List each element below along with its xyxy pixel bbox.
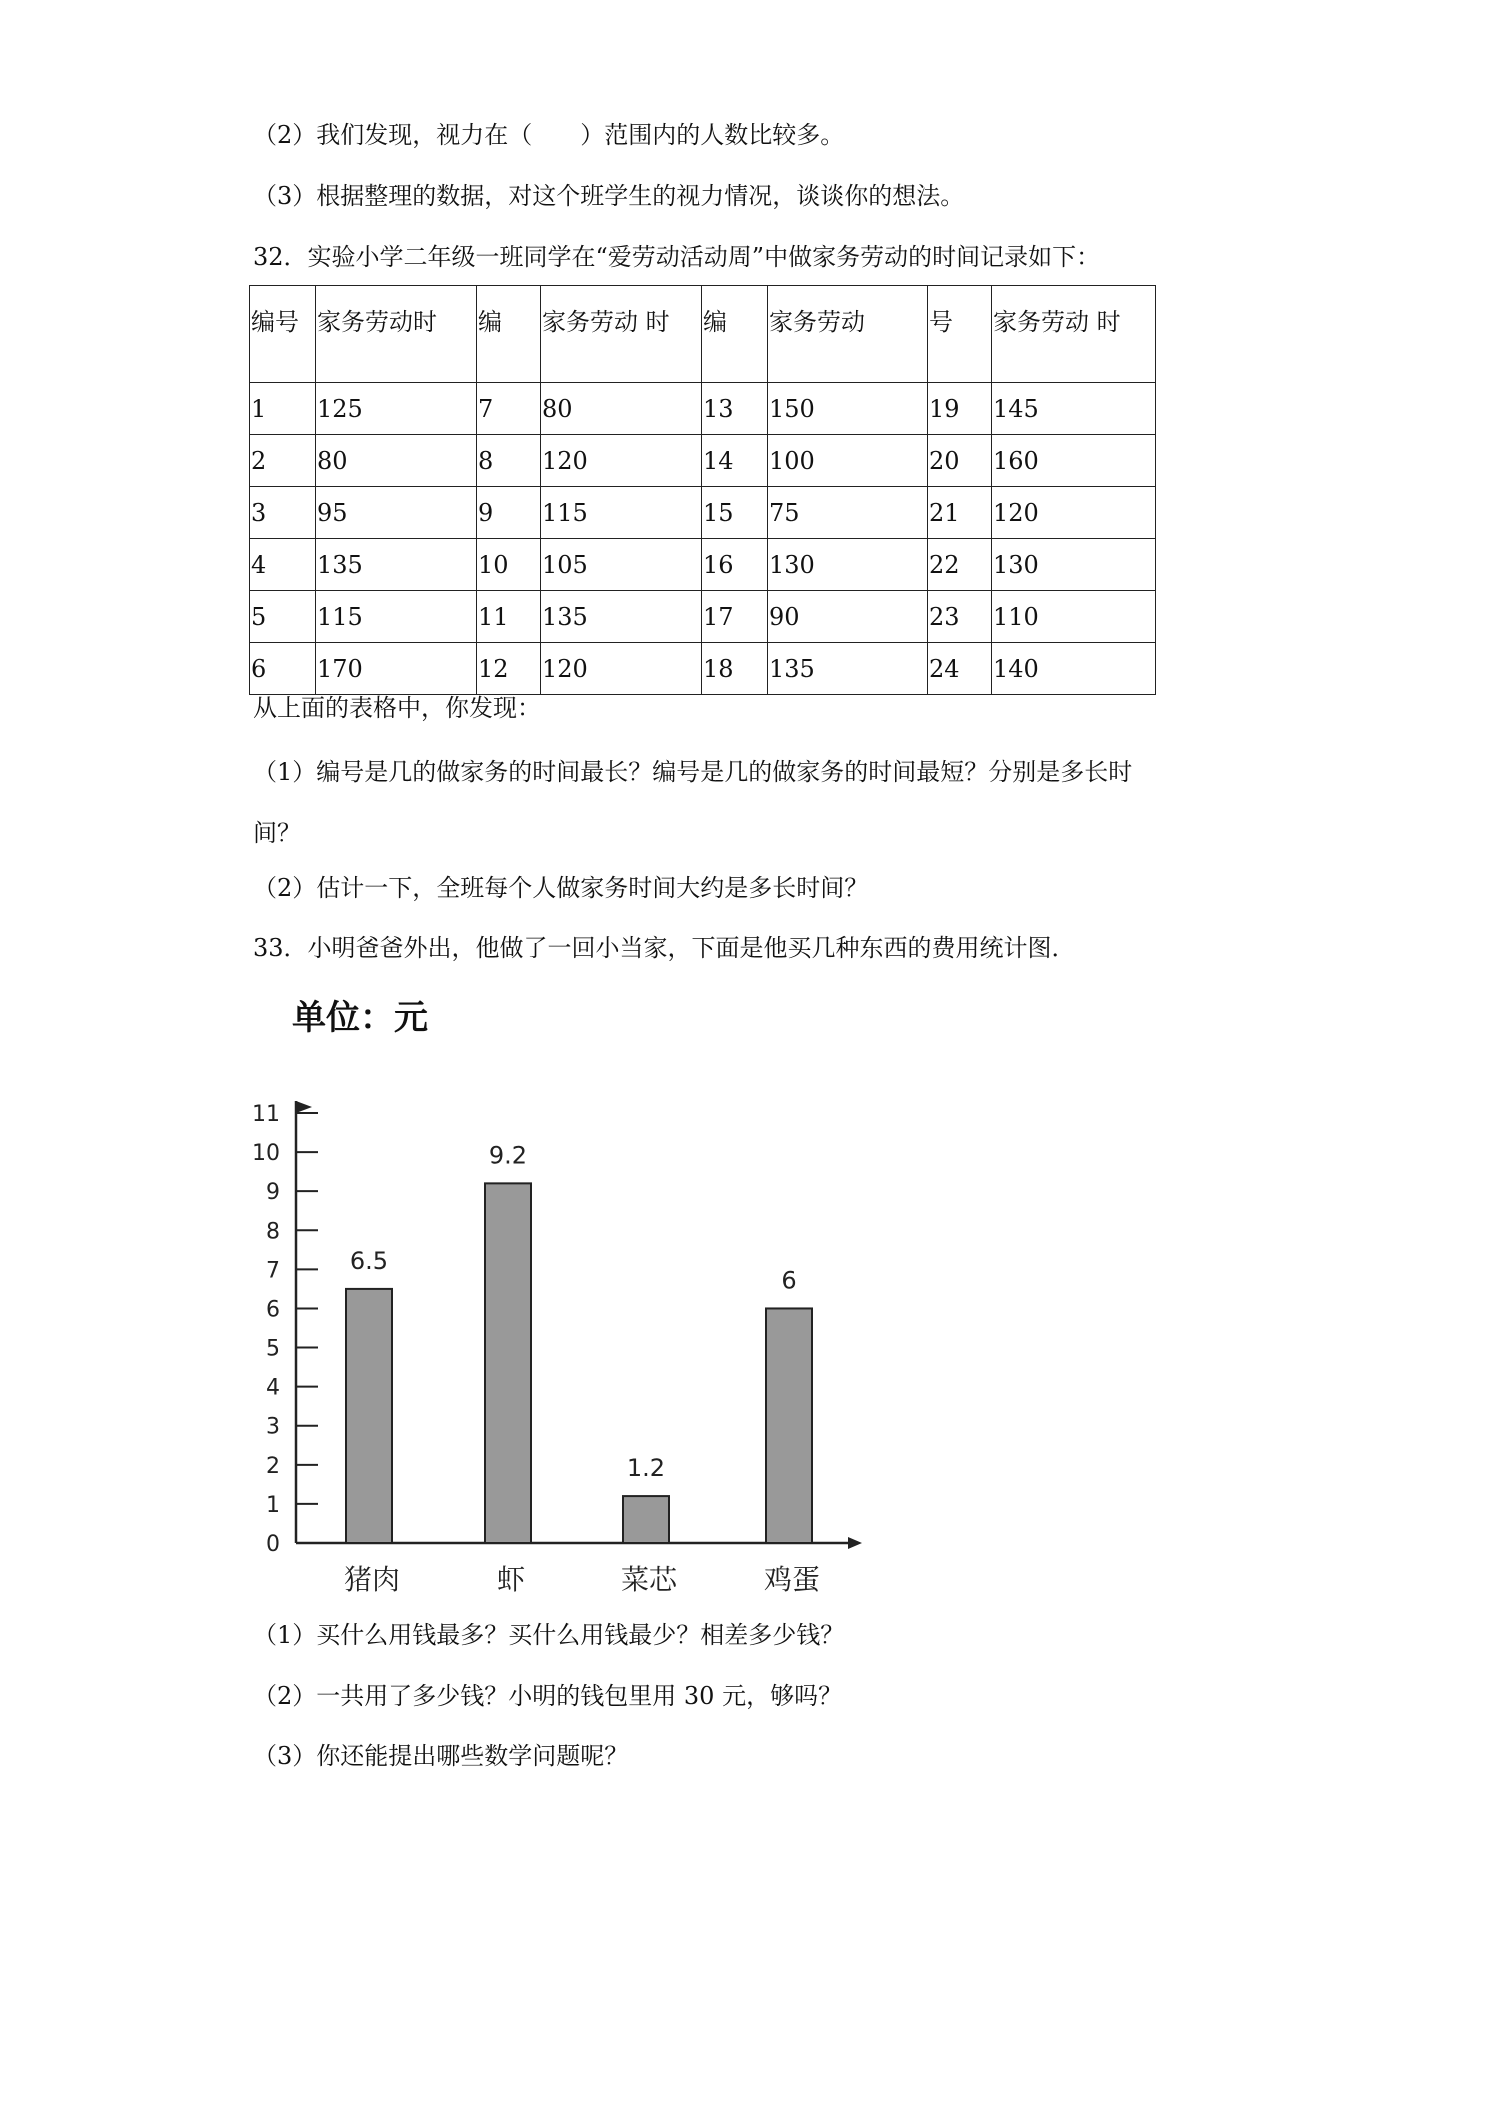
x-category-label: 猪肉 xyxy=(343,1563,401,1596)
q33-part2: （2）一共用了多少钱？小明的钱包里用 30 元，够吗？ xyxy=(253,1682,843,1710)
table-cell: 10 xyxy=(477,539,541,591)
table-cell: 2 xyxy=(250,435,316,487)
table-cell: 7 xyxy=(477,383,541,435)
y-tick-label: 4 xyxy=(266,1375,280,1401)
y-tick-label: 0 xyxy=(266,1532,280,1557)
y-tick-label: 2 xyxy=(266,1453,280,1479)
q32-part1b: 间？ xyxy=(253,819,301,847)
expense-bar-chart xyxy=(250,985,870,1605)
table-cell: 80 xyxy=(316,435,477,487)
table-cell: 140 xyxy=(992,643,1156,695)
table-cell: 120 xyxy=(541,435,702,487)
table-row xyxy=(250,643,1156,695)
bar xyxy=(766,1308,812,1543)
table-header-cell: 家务劳动 时 xyxy=(992,286,1156,383)
bar-value-label: 9.2 xyxy=(488,1141,528,1170)
table-cell: 75 xyxy=(768,487,928,539)
table-cell: 20 xyxy=(928,435,992,487)
table-cell: 3 xyxy=(250,487,316,539)
q33-part3: （3）你还能提出哪些数学问题呢？ xyxy=(253,1742,629,1770)
x-category-label: 虾 xyxy=(496,1563,526,1596)
table-header-cell: 编号 xyxy=(250,286,316,383)
table-cell: 150 xyxy=(768,383,928,435)
table-row xyxy=(250,487,1156,539)
table-header-cell: 编 xyxy=(702,286,768,383)
table-cell: 135 xyxy=(316,539,477,591)
table-cell: 135 xyxy=(768,643,928,695)
table-header-cell: 家务劳动时 xyxy=(316,286,477,383)
q33-intro: 33．小明爸爸外出，他做了一回小当家，下面是他买几种东西的费用统计图． xyxy=(253,934,1076,962)
table-cell: 95 xyxy=(316,487,477,539)
q32-after: 从上面的表格中，你发现： xyxy=(253,694,541,722)
table-cell: 100 xyxy=(768,435,928,487)
bar xyxy=(346,1289,392,1543)
x-category-label: 菜芯 xyxy=(620,1563,678,1596)
y-tick-label: 6 xyxy=(266,1297,280,1323)
table-cell: 18 xyxy=(702,643,768,695)
table-cell: 16 xyxy=(702,539,768,591)
table-cell: 135 xyxy=(541,591,702,643)
table-row xyxy=(250,435,1156,487)
bar xyxy=(485,1183,531,1543)
table-row xyxy=(250,539,1156,591)
table-cell: 9 xyxy=(477,487,541,539)
y-tick-label: 10 xyxy=(252,1141,280,1167)
table-cell: 19 xyxy=(928,383,992,435)
table-row xyxy=(250,383,1156,435)
bar-value-label: 6 xyxy=(781,1266,797,1295)
table-cell: 130 xyxy=(992,539,1156,591)
y-tick-label: 11 xyxy=(252,1102,280,1127)
y-tick-label: 3 xyxy=(266,1414,280,1440)
table-header-cell: 家务劳动 xyxy=(768,286,928,383)
table-cell: 115 xyxy=(541,487,702,539)
table-cell: 125 xyxy=(316,383,477,435)
y-tick-label: 8 xyxy=(266,1219,280,1245)
table-cell: 160 xyxy=(992,435,1156,487)
table-header-cell: 号 xyxy=(928,286,992,383)
q31-part2: （2）我们发现，视力在（ ）范围内的人数比较多。 xyxy=(253,121,845,149)
bar-value-label: 1.2 xyxy=(626,1454,666,1483)
table-cell: 23 xyxy=(928,591,992,643)
table-cell: 15 xyxy=(702,487,768,539)
q33-part1: （1）买什么用钱最多？买什么用钱最少？相差多少钱？ xyxy=(253,1621,845,1649)
table-header-row xyxy=(250,286,1156,383)
y-tick-label: 7 xyxy=(266,1258,280,1284)
y-tick-label: 9 xyxy=(266,1180,280,1206)
table-cell: 17 xyxy=(702,591,768,643)
table-cell: 115 xyxy=(316,591,477,643)
table-cell: 5 xyxy=(250,591,316,643)
table-cell: 120 xyxy=(992,487,1156,539)
table-cell: 110 xyxy=(992,591,1156,643)
x-category-label: 鸡蛋 xyxy=(763,1563,821,1596)
bar-value-label: 6.5 xyxy=(349,1246,389,1275)
chart-unit-title: 单位：元 xyxy=(292,998,428,1038)
table-cell: 4 xyxy=(250,539,316,591)
table-cell: 11 xyxy=(477,591,541,643)
table-cell: 130 xyxy=(768,539,928,591)
x-axis-arrow-icon xyxy=(848,1537,862,1549)
chore-time-table xyxy=(249,285,1156,695)
table-cell: 170 xyxy=(316,643,477,695)
q32-part2: （2）估计一下，全班每个人做家务时间大约是多长时间？ xyxy=(253,874,869,902)
y-tick-label: 5 xyxy=(266,1336,280,1362)
table-cell: 1 xyxy=(250,383,316,435)
table-cell: 120 xyxy=(541,643,702,695)
table-cell: 12 xyxy=(477,643,541,695)
table-header-cell: 编 xyxy=(477,286,541,383)
table-header-cell: 家务劳动 时 xyxy=(541,286,702,383)
table-cell: 80 xyxy=(541,383,702,435)
table-cell: 145 xyxy=(992,383,1156,435)
q32-part1a: （1）编号是几的做家务的时间最长？编号是几的做家务的时间最短？分别是多长时 xyxy=(253,758,1133,786)
table-cell: 6 xyxy=(250,643,316,695)
table-cell: 105 xyxy=(541,539,702,591)
y-tick-label: 1 xyxy=(266,1492,280,1518)
bar xyxy=(623,1496,669,1543)
table-cell: 21 xyxy=(928,487,992,539)
table-cell: 24 xyxy=(928,643,992,695)
table-cell: 14 xyxy=(702,435,768,487)
q32-intro: 32．实验小学二年级一班同学在“爱劳动活动周”中做家务劳动的时间记录如下： xyxy=(253,243,1101,271)
table-cell: 90 xyxy=(768,591,928,643)
table-cell: 13 xyxy=(702,383,768,435)
y-axis-arrow-icon xyxy=(296,1101,312,1113)
table-cell: 8 xyxy=(477,435,541,487)
table-row xyxy=(250,591,1156,643)
q31-part3: （3）根据整理的数据，对这个班学生的视力情况，谈谈你的想法。 xyxy=(253,182,965,210)
table-cell: 22 xyxy=(928,539,992,591)
